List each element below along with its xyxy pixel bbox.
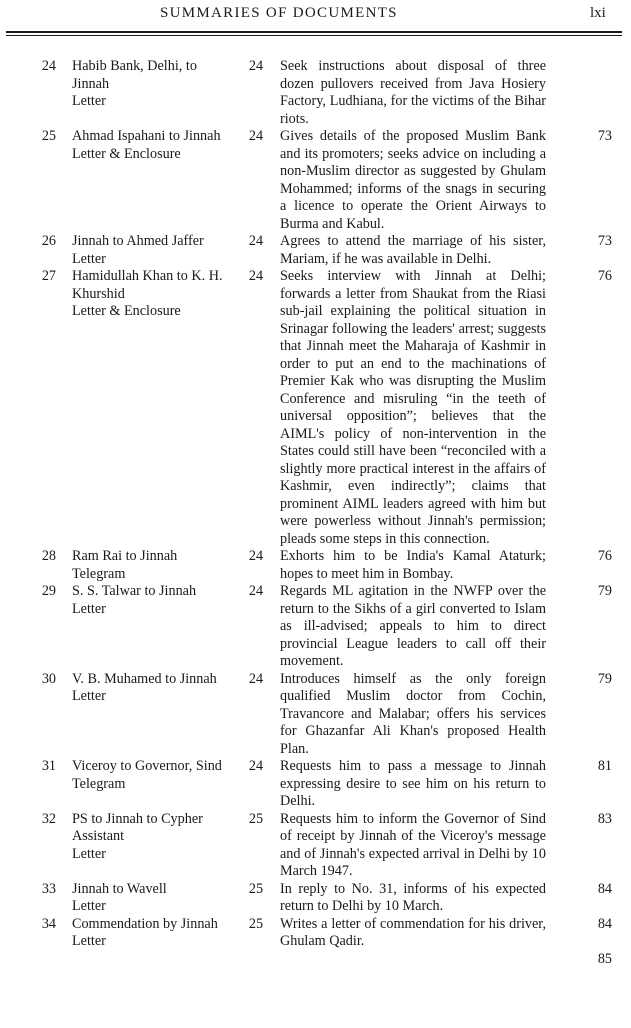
entry-document [72, 583, 237, 618]
entry-from-to: Viceroy to Governor, Sind [72, 758, 222, 774]
entry-number: 32 [41, 810, 56, 827]
entry-date: 24 [248, 128, 264, 144]
entry-summary: Seek instructions about disposal of three dozen pullovers received from Java Hosiery Factory, Ludhiana, for the victims of the Bihar riots. [280, 58, 546, 127]
entry-document [72, 58, 237, 111]
page-number: lxi [590, 5, 606, 21]
entry-document [72, 916, 237, 951]
entry-doc-type: Letter [72, 898, 106, 914]
entry-summary: Exhorts him to be India's Kamal Ataturk; hopes to meet him in Bombay. [280, 548, 546, 582]
entry-document [72, 233, 237, 268]
entry-number: 24 [41, 58, 56, 74]
entry-doc-type: Letter & Enclosure [72, 303, 181, 319]
entry-date: 25 [248, 915, 264, 932]
entry-summary: Requests him to pass a message to Jinnah expressing desire to see him on his return to Delhi. [280, 758, 546, 809]
entry-number: 29 [41, 583, 56, 599]
entry-page-ref: 81 [597, 758, 612, 774]
entry-from-to: Ram Rai to Jinnah [72, 548, 178, 564]
running-head-title: SUMMARIES OF DOCUMENTS [160, 5, 398, 21]
entry-page-ref: 83 [597, 810, 612, 827]
entry-summary: Seeks interview with Jinnah at Delhi; forwards a letter from Shaukat from the Riasi sub-jail explaining the political situation in Srinagar following the leaders' arrest; suggests that Jinnah meet the Maharaja of Kashmir in order to put an end to the machinations of Premier Kak who was disrupting the Muslim Conference and misruling “in the teeth of universal opposition”; believes that the AIML's policy of non-intervention in the States could still have been “reconciled with a slightly more practical interest in the affairs of Kashmir, even indirectly”; claims that prominent AIML leaders agreed with him but were powerless without Jinnah's permission; pleads some steps in this connection. [280, 268, 546, 547]
entry-doc-type: Letter [72, 688, 106, 704]
entry-from-to: Ahmad Ispahani to Jinnah [72, 128, 221, 144]
header-rule-thin [6, 35, 622, 36]
entry-summary: Regards ML agitation in the NWFP over the return to the Sikhs of a girl converted to Islam as ill-advised; appeals to him to direct provincial League leaders to call off their movement. [280, 583, 546, 669]
entry-document [72, 268, 237, 321]
entry-summary: Writes a letter of commendation for his driver, Ghulam Qadir. [280, 915, 546, 949]
entry-page-ref: 84 [597, 880, 612, 897]
entry-date: 24 [248, 758, 264, 774]
entry-from-to: Hamidullah Khan to K. H. Khurshid [72, 268, 223, 302]
summary-list [0, 58, 631, 967]
entry-from-to: S. S. Talwar to Jinnah [72, 583, 197, 599]
entry-from-to: Commendation by Jinnah [72, 915, 218, 932]
entry-date: 24 [248, 58, 264, 74]
page-header [0, 0, 631, 34]
entry-summary: Requests him to inform the Governor of Sind of receipt by Jinnah of the Viceroy's message and of Jinnah's expected arrival in Delhi by 10 March 1947. [280, 810, 546, 879]
entry-number: 27 [41, 268, 56, 284]
entry-doc-type: Letter [72, 250, 106, 267]
entry-number: 34 [41, 915, 56, 932]
entry-doc-type: Letter & Enclosure [72, 145, 181, 162]
document-entry [0, 915, 631, 967]
entry-date: 25 [248, 810, 264, 827]
entry-document [72, 811, 237, 864]
entry-date: 24 [248, 233, 264, 249]
entry-doc-type: Telegram [72, 775, 126, 792]
entry-page-ref: 73 [597, 233, 612, 249]
entry-number: 31 [41, 758, 56, 774]
entry-date: 24 [248, 548, 264, 564]
entry-number: 33 [41, 880, 56, 897]
entry-date: 25 [248, 880, 264, 897]
entry-from-to: Habib Bank, Delhi, to Jinnah [72, 58, 197, 92]
entry-doc-type: Letter [72, 845, 106, 862]
entry-number: 30 [41, 670, 56, 687]
entry-page-ref: 76 [597, 548, 612, 564]
entry-from-to: V. B. Muhamed to Jinnah [72, 670, 217, 687]
entry-from-to: Jinnah to Wavell [72, 880, 167, 897]
entry-page-ref: 85 [597, 950, 612, 967]
entry-number: 26 [41, 233, 56, 249]
entry-doc-type: Telegram [72, 565, 126, 582]
entry-page-ref: 84 [597, 915, 612, 932]
entry-date: 24 [248, 268, 264, 284]
entry-date: 24 [248, 583, 264, 599]
entry-page-ref: 79 [597, 670, 612, 687]
entry-document [72, 758, 237, 793]
entry-summary: Agrees to attend the marriage of his sister, Mariam, if he was available in Delhi. [280, 233, 546, 267]
entry-doc-type: Letter [72, 600, 106, 617]
header-rule-thick [6, 31, 622, 33]
entry-document [72, 128, 237, 163]
entry-page-ref: 79 [597, 583, 612, 599]
entry-doc-type: Letter [72, 93, 106, 109]
entry-doc-type: Letter [72, 933, 106, 949]
entry-summary: In reply to No. 31, informs of his expected return to Delhi by 10 March. [280, 880, 546, 914]
entry-document [72, 548, 237, 583]
entry-number: 25 [41, 128, 56, 144]
entry-from-to: PS to Jinnah to Cypher Assistant [72, 810, 203, 844]
entry-from-to: Jinnah to Ahmed Jaffer [72, 233, 204, 249]
entry-document [72, 671, 237, 706]
entry-date: 24 [248, 670, 264, 687]
entry-page-ref: 76 [597, 268, 612, 284]
entry-page-ref: 73 [597, 128, 612, 144]
entry-summary: Gives details of the proposed Muslim Bank and its promoters; seeks advice on including a non-Muslim director as suggested by Ghulam Mohammed; informs of the snags in securing a licence to operate the Orient Airways to Burma and Kabul. [280, 128, 546, 232]
entry-document [72, 881, 237, 916]
entry-number: 28 [41, 548, 56, 564]
entry-summary: Introduces himself as the only foreign qualified Muslim doctor from Cochin, Travancore and Malabar; offers his services for Ghazanfar Ali Khan's proposed Health Plan. [280, 670, 546, 757]
